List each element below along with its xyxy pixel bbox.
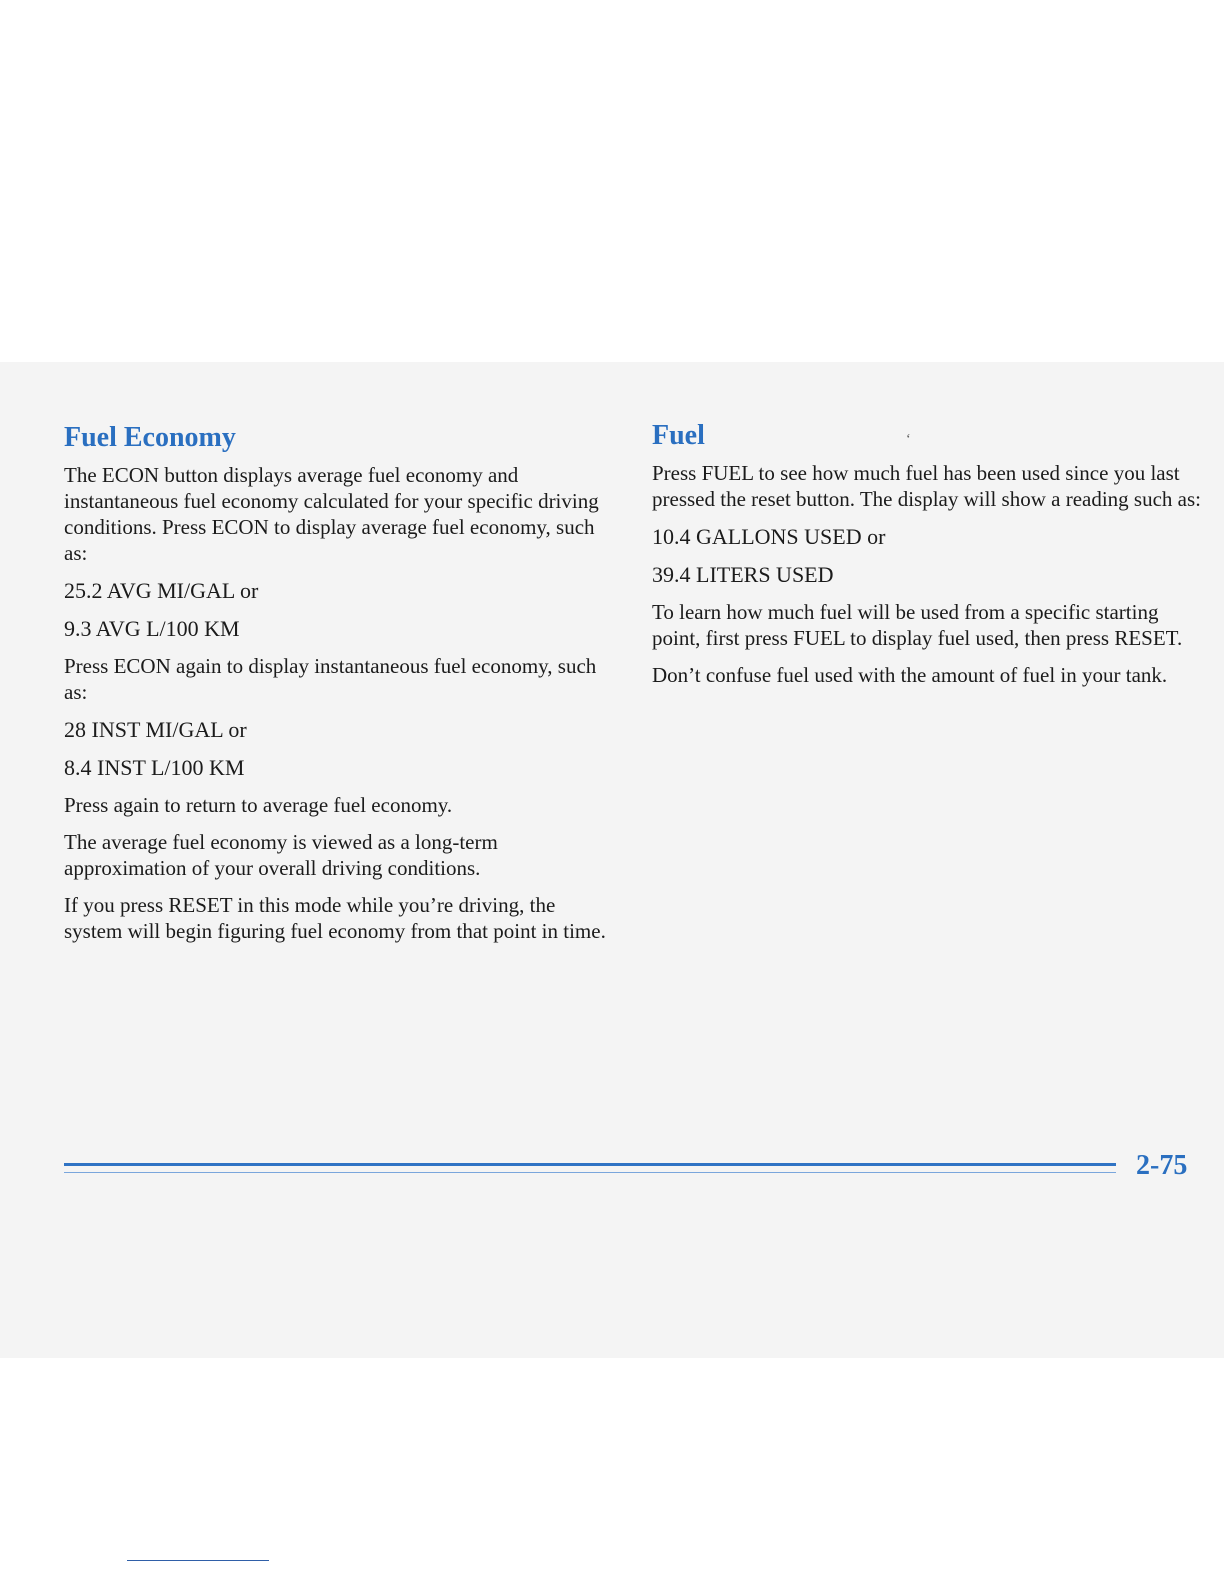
inst-l100km-reading: 8.4 INST L/100 KM <box>64 755 245 780</box>
long-term-paragraph: The average fuel economy is viewed as a long-term approximation of your overall driving conditions. <box>64 830 498 880</box>
fuel-intro-paragraph: Press FUEL to see how much fuel has been used since you last pressed the reset button. The display will show a reading such as: <box>652 461 1201 511</box>
stray-mark: ‘ <box>906 432 911 447</box>
inst-mpg-reading: 28 INST MI/GAL or <box>64 717 247 742</box>
return-average-paragraph: Press again to return to average fuel economy. <box>64 793 453 817</box>
avg-mpg-reading: 25.2 AVG MI/GAL or <box>64 578 259 603</box>
gallons-used-reading: 10.4 GALLONS USED or <box>652 524 886 549</box>
page-number: 2-75 <box>1136 1150 1188 1181</box>
reset-driving-paragraph: If you press RESET in this mode while you’re driving, the system will begin figuring fuel economy from that point in time. <box>64 893 606 943</box>
dont-confuse-paragraph: Don’t confuse fuel used with the amount of fuel in your tank. <box>652 663 1168 687</box>
fuel-section <box>652 418 1207 699</box>
econ-intro-paragraph: The ECON button displays average fuel economy and instantaneous fuel economy calculated for your specific driving conditions. Press ECON to display average fuel economy, such as: <box>64 463 599 565</box>
fuel-heading: Fuel <box>652 420 705 451</box>
starting-point-paragraph: To learn how much fuel will be used from a specific starting point, first press FUEL to display fuel used, then press RESET. <box>652 600 1183 650</box>
fuel-economy-section <box>64 420 609 955</box>
liters-used-reading: 39.4 LITERS USED <box>652 562 834 587</box>
fuel-economy-heading: Fuel Economy <box>64 422 236 453</box>
avg-l100km-reading: 9.3 AVG L/100 KM <box>64 616 240 641</box>
footer-rule <box>64 1163 1116 1166</box>
footer-link-line <box>127 1560 269 1561</box>
footer-rule-thin <box>64 1172 1116 1173</box>
econ-again-paragraph: Press ECON again to display instantaneous fuel economy, such as: <box>64 654 597 704</box>
